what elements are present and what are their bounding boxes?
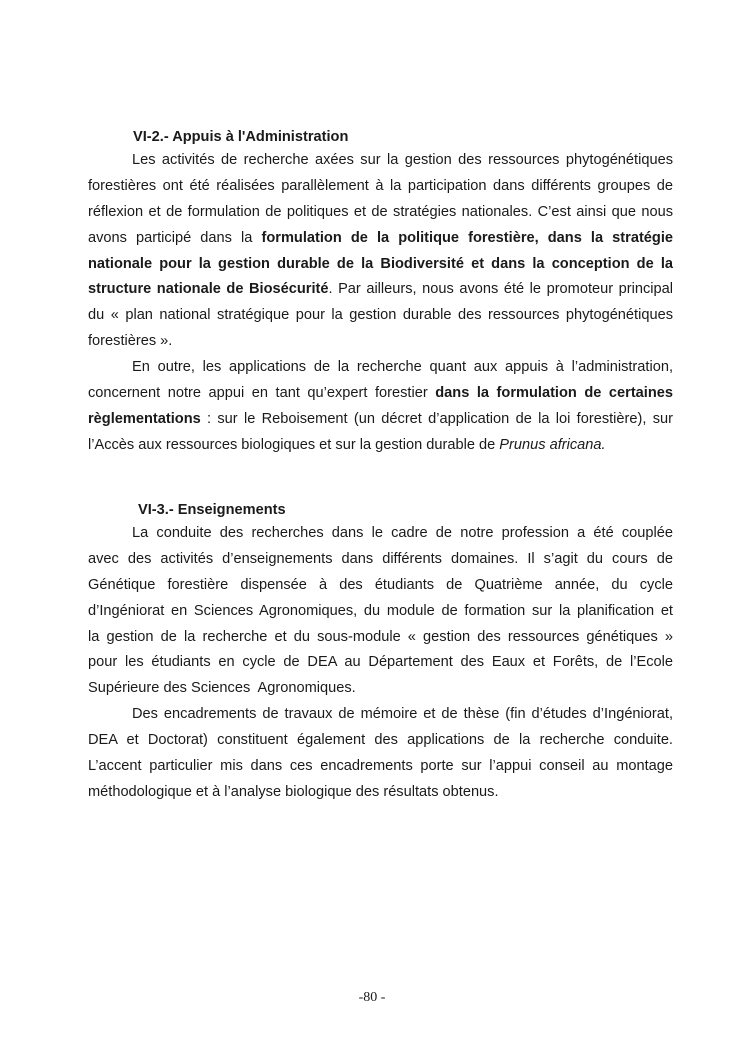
text-line bbox=[88, 754, 673, 780]
text-span: La conduite des recherches dans le cadre de notre profession a été couplée bbox=[132, 525, 673, 541]
text-line bbox=[88, 573, 673, 599]
text-line bbox=[88, 303, 673, 329]
text-span: . Par ailleurs, nous avons été le promoteur principal bbox=[328, 281, 673, 298]
text-line bbox=[88, 433, 673, 459]
section-heading: VI-2.- Appuis à l'Administration bbox=[133, 129, 349, 145]
section-appuis-administration bbox=[88, 127, 673, 459]
text-line bbox=[88, 625, 673, 651]
text-span: Les activités de recherche axées sur la gestion des ressources phytogénétiques bbox=[132, 152, 673, 168]
text-line bbox=[88, 226, 673, 252]
text-line bbox=[88, 547, 673, 573]
text-line bbox=[88, 174, 673, 200]
text-line bbox=[88, 521, 673, 547]
text-span: forestières ». bbox=[88, 333, 173, 350]
text-line bbox=[88, 702, 673, 728]
text-line bbox=[88, 407, 673, 433]
bold-text: dans la formulation de certaines bbox=[435, 385, 673, 402]
text-span: En outre, les applications de la recherche quant aux appuis à l’administration, bbox=[132, 359, 673, 376]
text-span: Génétique forestière dispensée à des étudiants de Quatrième année, du cycle bbox=[88, 576, 673, 593]
page-number: -80 - bbox=[358, 990, 386, 1005]
section-heading: VI-3.- Enseignements bbox=[138, 502, 286, 518]
text-line bbox=[88, 200, 673, 226]
text-span: du « plan national stratégique pour la gestion durable des ressources phytogénétiques bbox=[88, 307, 673, 324]
text-span: concernent notre appui en tant qu’expert forestier bbox=[88, 385, 436, 402]
text-line bbox=[88, 252, 673, 278]
text-span: méthodologique et à l’analyse biologique des résultats obtenus. bbox=[88, 783, 499, 800]
bold-text: formulation de la politique forestière, dans la stratégie bbox=[261, 229, 674, 246]
text-line bbox=[88, 650, 673, 676]
text-span: avons participé dans la bbox=[88, 229, 262, 246]
bold-text: nationale pour la gestion durable de la Biodiversité et dans la conception de la bbox=[88, 255, 673, 272]
text-span: avec des activités d’enseignements dans différents domaines. Il s’agit du cours de bbox=[88, 550, 673, 567]
text-line bbox=[88, 329, 673, 355]
text-span: : sur le Reboisement (un décret d’application de la loi forestière), sur bbox=[200, 410, 673, 427]
text-line bbox=[88, 355, 673, 381]
bold-text: structure nationale de Biosécurité bbox=[88, 281, 329, 298]
section-enseignements bbox=[88, 500, 673, 806]
text-line bbox=[88, 676, 673, 702]
text-span: Supérieure des Sciences Agronomiques. bbox=[88, 680, 356, 697]
bold-text: règlementations bbox=[88, 410, 201, 427]
text-line bbox=[88, 780, 673, 806]
text-span: DEA et Doctorat) constituent également des applications de la recherche conduite. bbox=[88, 732, 673, 749]
text-span: d’Ingéniorat en Sciences Agronomiques, du module de formation sur la planification et bbox=[88, 602, 673, 619]
text-span: forestières ont été réalisées parallèlement à la participation dans différents groupes de bbox=[88, 177, 673, 194]
text-span: pour les étudiants en cycle de DEA au Département des Eaux et Forêts, de l’Ecole bbox=[88, 654, 673, 671]
text-span: l’Accès aux ressources biologiques et sur la gestion durable de bbox=[88, 436, 500, 453]
italic-text: Prunus africana. bbox=[499, 436, 606, 453]
text-line bbox=[88, 728, 673, 754]
text-span: la gestion de la recherche et du sous-module « gestion des ressources génétiques » bbox=[88, 628, 673, 645]
text-line bbox=[88, 148, 673, 174]
text-span: réflexion et de formulation de politiques et de stratégies nationales. C’est ainsi que nous bbox=[88, 203, 673, 220]
text-span: Des encadrements de travaux de mémoire et de thèse (fin d’études d’Ingéniorat, bbox=[132, 706, 673, 723]
text-span: L’accent particulier mis dans ces encadrements porte sur l’appui conseil au montage bbox=[88, 758, 673, 775]
text-line bbox=[88, 277, 673, 303]
text-line bbox=[88, 381, 673, 407]
text-line bbox=[88, 599, 673, 625]
